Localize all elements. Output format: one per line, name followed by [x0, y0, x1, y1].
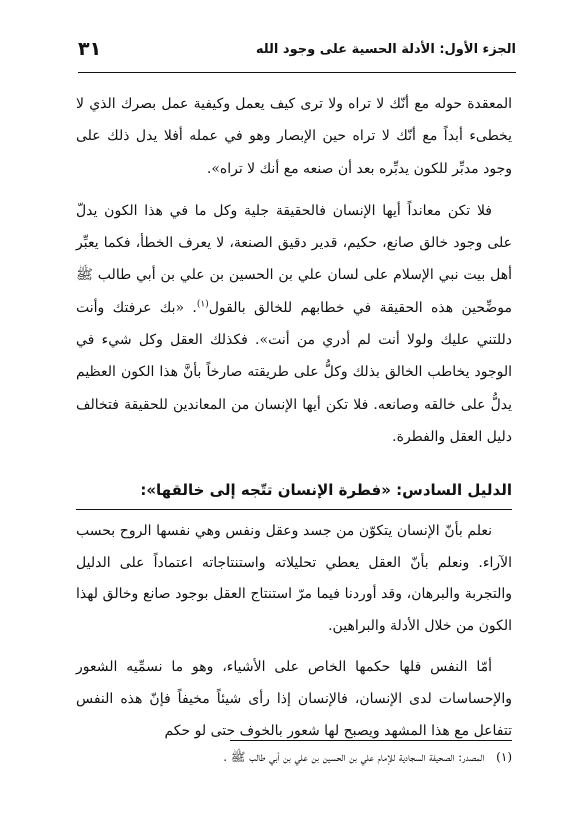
footnote-text: المصدر: الصحيفة السجادية للإمام علي بن الحسين بن علي بن أبي طالب ﷺ . [223, 750, 485, 764]
paragraph: نعلم بأنّ الإنسان يتكوّن من جسد وعقل ونفس وهي نفسها الروح بحسب الآراء. ونعلم بأنّ العقل يعطي تحليلاته واستنتاجاته اعتماداً على الدليل والتجربة والبرهان، وقد أوردنا فيما مرّ استنتاج العقل بوجود صانع وخالق لهذا الكون من خلال الأدلة والبراهين. [76, 523, 512, 634]
quote-text: . «بك عرفتك وأنت دللتني عليك ولولا أنت لم أدري من أنت». فكذلك العقل وكل شيء في الوجود يخاطب الخالق بذلك وكلُّ على طريقته صارخاً بأنَّ هذا الكون العظيم يدلُّ على خالقه وصانعه. فلا تكن أيها الإنسان من المعاندين للحقيقة فتخالف دليل العقل والفطرة. [76, 299, 512, 445]
section-text-block [76, 516, 512, 757]
paragraph: المعقدة حوله مع أنّك لا تراه ولا ترى كيف يعمل وكيفية عمل بصرك الذي لا يخطىء أبداً مع أنّك لا تراه حين الإبصار وهو في عمله أفلا يدل ذلك على وجود مدبِّر للكون يدبِّره بعد أن صنعه مع أنك لا تراه». [76, 96, 512, 177]
footnote [76, 748, 512, 766]
header-divider [78, 72, 516, 73]
footnote-divider [230, 740, 512, 741]
footnote-number: (١) [496, 750, 512, 764]
section-heading: الدليل السادس: «فطرة الإنسان تتّجه إلى خالقها»: [140, 481, 512, 499]
section-heading-underline [76, 509, 512, 510]
paragraph-text: فلا تكن معانداً أيها الإنسان فالحقيقة جلية وكل ما في هذا الكون يدلّ على وجود خالق صانع، حكيم، قدير دقيق الصنعة، لا يعرف الخطأ، فكما يعبِّر أهل بيت نبي الإسلام على لسان علي بن الحسين بن علي بن أبي طالب ﷺ موضِّحين هذه الحقيقة في خطابهم للخالق بالقول [76, 202, 512, 316]
paragraph: أمّا النفس فلها حكمها الخاص على الأشياء، وهو ما نسمِّيه الشعور والإحساسات لدى الإنسان، فالإنسان إذا رأى شيئاً مخيفاً فإنّ هذه النفس تتفاعل مع هذا المشهد ويصبح لها شعور بالخوف حتى لو حكم [76, 659, 512, 739]
paragraph-with-footnote [76, 195, 512, 453]
running-title: الجزء الأول: الأدلة الحسية على وجود الله [255, 42, 516, 57]
main-text-block [76, 88, 512, 463]
page-number: ٣١ [78, 38, 102, 60]
page-header [78, 38, 516, 68]
footnote-reference: (١) [196, 299, 209, 310]
